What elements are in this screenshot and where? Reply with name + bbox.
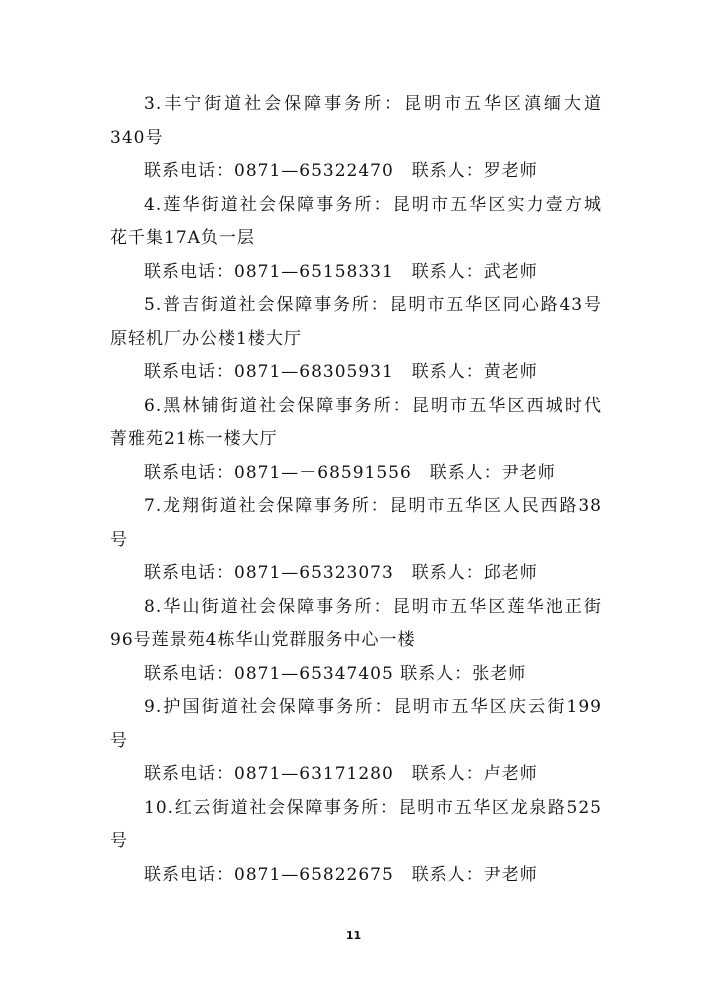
office-entry: [110, 490, 602, 591]
office-entry: [110, 88, 602, 189]
office-title-line: 3.丰宁街道社会保障事务所：昆明市五华区滇缅大道: [144, 94, 602, 114]
office-title-line: 10.红云街道社会保障事务所：昆明市五华区龙泉路525: [144, 797, 602, 818]
office-title-line: 4.莲华街道社会保障事务所：昆明市五华区实力壹方城: [144, 194, 602, 215]
office-list: [110, 88, 602, 892]
office-title-line: 8.华山街道社会保障事务所：昆明市五华区莲华池正街: [144, 596, 602, 617]
office-entry: [110, 792, 602, 893]
office-title-continuation: 96号莲景苑4栋华山党群服务中心一楼: [110, 630, 416, 650]
office-contact: 联系电话：0871—65822675 联系人：尹老师: [144, 864, 538, 885]
page-number: 11: [345, 929, 362, 942]
office-contact: 联系电话：0871—63171280 联系人：卢老师: [144, 764, 538, 784]
office-title-line: 9.护国街道社会保障事务所：昆明市五华区庆云街199: [144, 697, 602, 717]
office-entry: [110, 591, 602, 692]
office-contact: 联系电话：0871—65158331 联系人：武老师: [144, 261, 538, 282]
office-title-continuation: 花千集17A负一层: [110, 228, 255, 248]
office-entry: [110, 691, 602, 792]
office-entry: [110, 189, 602, 290]
office-contact: 联系电话：0871—65323073 联系人：邱老师: [144, 563, 538, 583]
office-title-continuation: 号: [110, 730, 128, 751]
office-contact: 联系电话：0871—－68591556 联系人：尹老师: [144, 462, 556, 483]
office-title-line: 6.黑林铺街道社会保障事务所：昆明市五华区西城时代: [144, 395, 602, 416]
office-title-continuation: 340号: [110, 127, 164, 148]
office-title-continuation: 号: [110, 831, 128, 851]
office-title-line: 7.龙翔街道社会保障事务所：昆明市五华区人民西路38: [144, 496, 602, 516]
office-entry: [110, 390, 602, 491]
office-title-line: 5.普吉街道社会保障事务所：昆明市五华区同心路43号: [144, 295, 602, 315]
office-contact: 联系电话：0871—65322470 联系人：罗老师: [144, 161, 538, 181]
office-title-continuation: 原轻机厂办公楼1楼大厅: [110, 328, 302, 349]
office-contact: 联系电话：0871—65347405 联系人：张老师: [144, 663, 527, 684]
office-title-continuation: 号: [110, 529, 128, 550]
office-entry: [110, 289, 602, 390]
office-contact: 联系电话：0871—68305931 联系人：黄老师: [144, 362, 538, 382]
office-title-continuation: 菁雅苑21栋一楼大厅: [110, 429, 278, 449]
